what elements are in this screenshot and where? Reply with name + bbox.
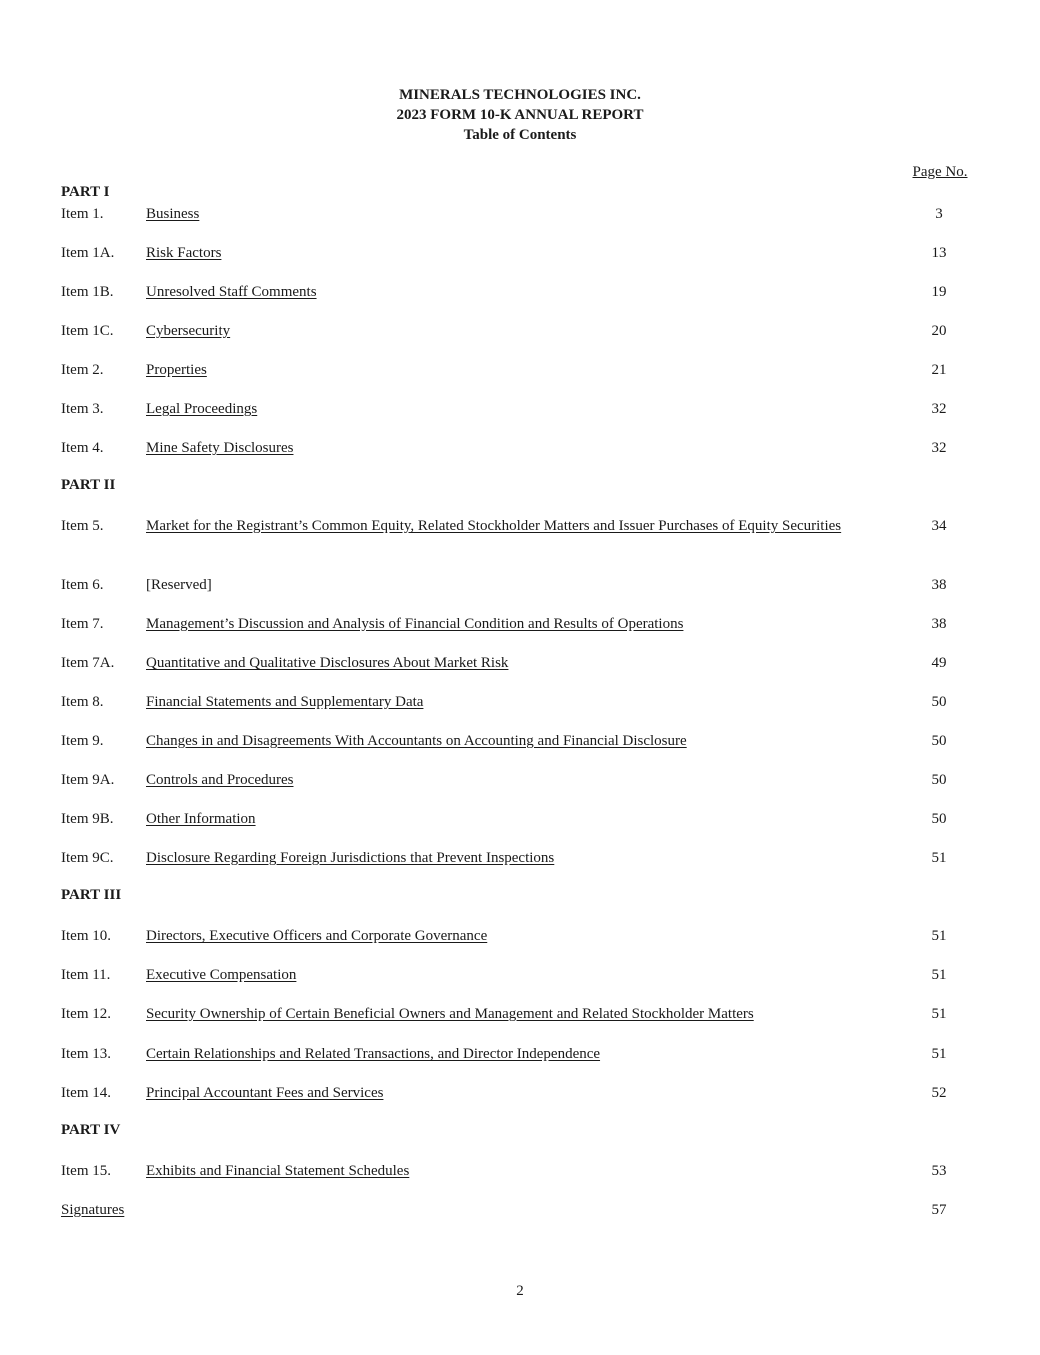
item-link[interactable]: Quantitative and Qualitative Disclosures About Market Risk: [146, 655, 509, 671]
item-link[interactable]: Controls and Procedures: [146, 772, 294, 788]
item-number: Item 5.: [61, 518, 104, 534]
item-title: [Reserved]: [146, 577, 212, 593]
item-number: Item 15.: [61, 1163, 111, 1179]
report-title: 2023 FORM 10-K ANNUAL REPORT: [396, 107, 644, 123]
page-no-column-header: Page No.: [912, 164, 968, 180]
item-page: 57: [931, 1202, 947, 1218]
item-page: 51: [931, 967, 947, 983]
item-page: 19: [931, 284, 947, 300]
item-link[interactable]: Mine Safety Disclosures: [146, 440, 294, 456]
item-page: 13: [931, 245, 947, 261]
item-number: Item 9B.: [61, 811, 114, 827]
item-page: 20: [931, 323, 947, 339]
item-link[interactable]: Executive Compensation: [146, 967, 297, 983]
item-link[interactable]: Security Ownership of Certain Beneficial Owners and Management and Related Stockholder Matters: [146, 1006, 754, 1022]
item-number: Item 9C.: [61, 850, 114, 866]
part-heading: PART III: [61, 887, 122, 903]
item-number: Item 1B.: [61, 284, 114, 300]
item-number: Item 1C.: [61, 323, 114, 339]
item-number: Item 1A.: [61, 245, 115, 261]
item-page: 51: [931, 1006, 947, 1022]
item-number: Item 9A.: [61, 772, 115, 788]
document-header: [0, 85, 1040, 145]
item-link[interactable]: Management’s Discussion and Analysis of Financial Condition and Results of Operations: [146, 616, 684, 632]
item-link[interactable]: Financial Statements and Supplementary Data: [146, 694, 424, 710]
item-page: 50: [931, 694, 947, 710]
item-page: 51: [931, 850, 947, 866]
item-number: Item 2.: [61, 362, 104, 378]
toc-title: Table of Contents: [463, 127, 577, 143]
item-link[interactable]: Unresolved Staff Comments: [146, 284, 317, 300]
part-heading: PART II: [61, 477, 116, 493]
item-page: 51: [931, 928, 947, 944]
item-link[interactable]: Changes in and Disagreements With Accountants on Accounting and Financial Disclosure: [146, 733, 687, 749]
item-link[interactable]: Risk Factors: [146, 245, 222, 261]
item-link[interactable]: Market for the Registrant’s Common Equity, Related Stockholder Matters and Issuer Purchases of Equity Securities: [146, 518, 842, 534]
item-number: Item 9.: [61, 733, 104, 749]
item-link[interactable]: Legal Proceedings: [146, 401, 258, 417]
item-page: 50: [931, 733, 947, 749]
part-heading: PART IV: [61, 1122, 121, 1138]
item-page: 34: [931, 518, 947, 534]
item-page: 32: [931, 440, 947, 456]
item-number: Item 7.: [61, 616, 104, 632]
item-page: 38: [931, 577, 947, 593]
item-link[interactable]: Other Information: [146, 811, 256, 827]
item-number: Item 8.: [61, 694, 104, 710]
item-link[interactable]: Certain Relationships and Related Transactions, and Director Independence: [146, 1046, 601, 1062]
item-number: Item 1.: [61, 206, 104, 222]
item-link[interactable]: Disclosure Regarding Foreign Jurisdictions that Prevent Inspections: [146, 850, 555, 866]
item-number: Item 3.: [61, 401, 104, 417]
item-page: 50: [931, 772, 947, 788]
item-page: 49: [931, 655, 947, 671]
item-page: 52: [931, 1085, 947, 1101]
item-page: 32: [931, 401, 947, 417]
item-page: 53: [931, 1163, 947, 1179]
item-number: Item 6.: [61, 577, 104, 593]
page-number: 2: [516, 1283, 524, 1299]
item-number: Item 14.: [61, 1085, 111, 1101]
item-link[interactable]: Business: [146, 206, 200, 222]
item-page: 50: [931, 811, 947, 827]
item-number: Item 12.: [61, 1006, 111, 1022]
part-heading: PART I: [61, 184, 110, 200]
item-number: Item 13.: [61, 1046, 111, 1062]
item-number: Item 4.: [61, 440, 104, 456]
item-link[interactable]: Principal Accountant Fees and Services: [146, 1085, 384, 1101]
item-number: Item 11.: [61, 967, 111, 983]
signatures-link[interactable]: Signatures: [61, 1202, 125, 1218]
item-link[interactable]: Directors, Executive Officers and Corporate Governance: [146, 928, 488, 944]
item-page: 3: [935, 206, 943, 222]
item-page: 51: [931, 1046, 947, 1062]
item-page: 21: [931, 362, 947, 378]
item-link[interactable]: Cybersecurity: [146, 323, 231, 339]
item-page: 38: [931, 616, 947, 632]
item-number: Item 10.: [61, 928, 111, 944]
company-name: MINERALS TECHNOLOGIES INC.: [399, 87, 641, 103]
item-link[interactable]: Properties: [146, 362, 207, 378]
item-number: Item 7A.: [61, 655, 115, 671]
item-link[interactable]: Exhibits and Financial Statement Schedules: [146, 1163, 410, 1179]
